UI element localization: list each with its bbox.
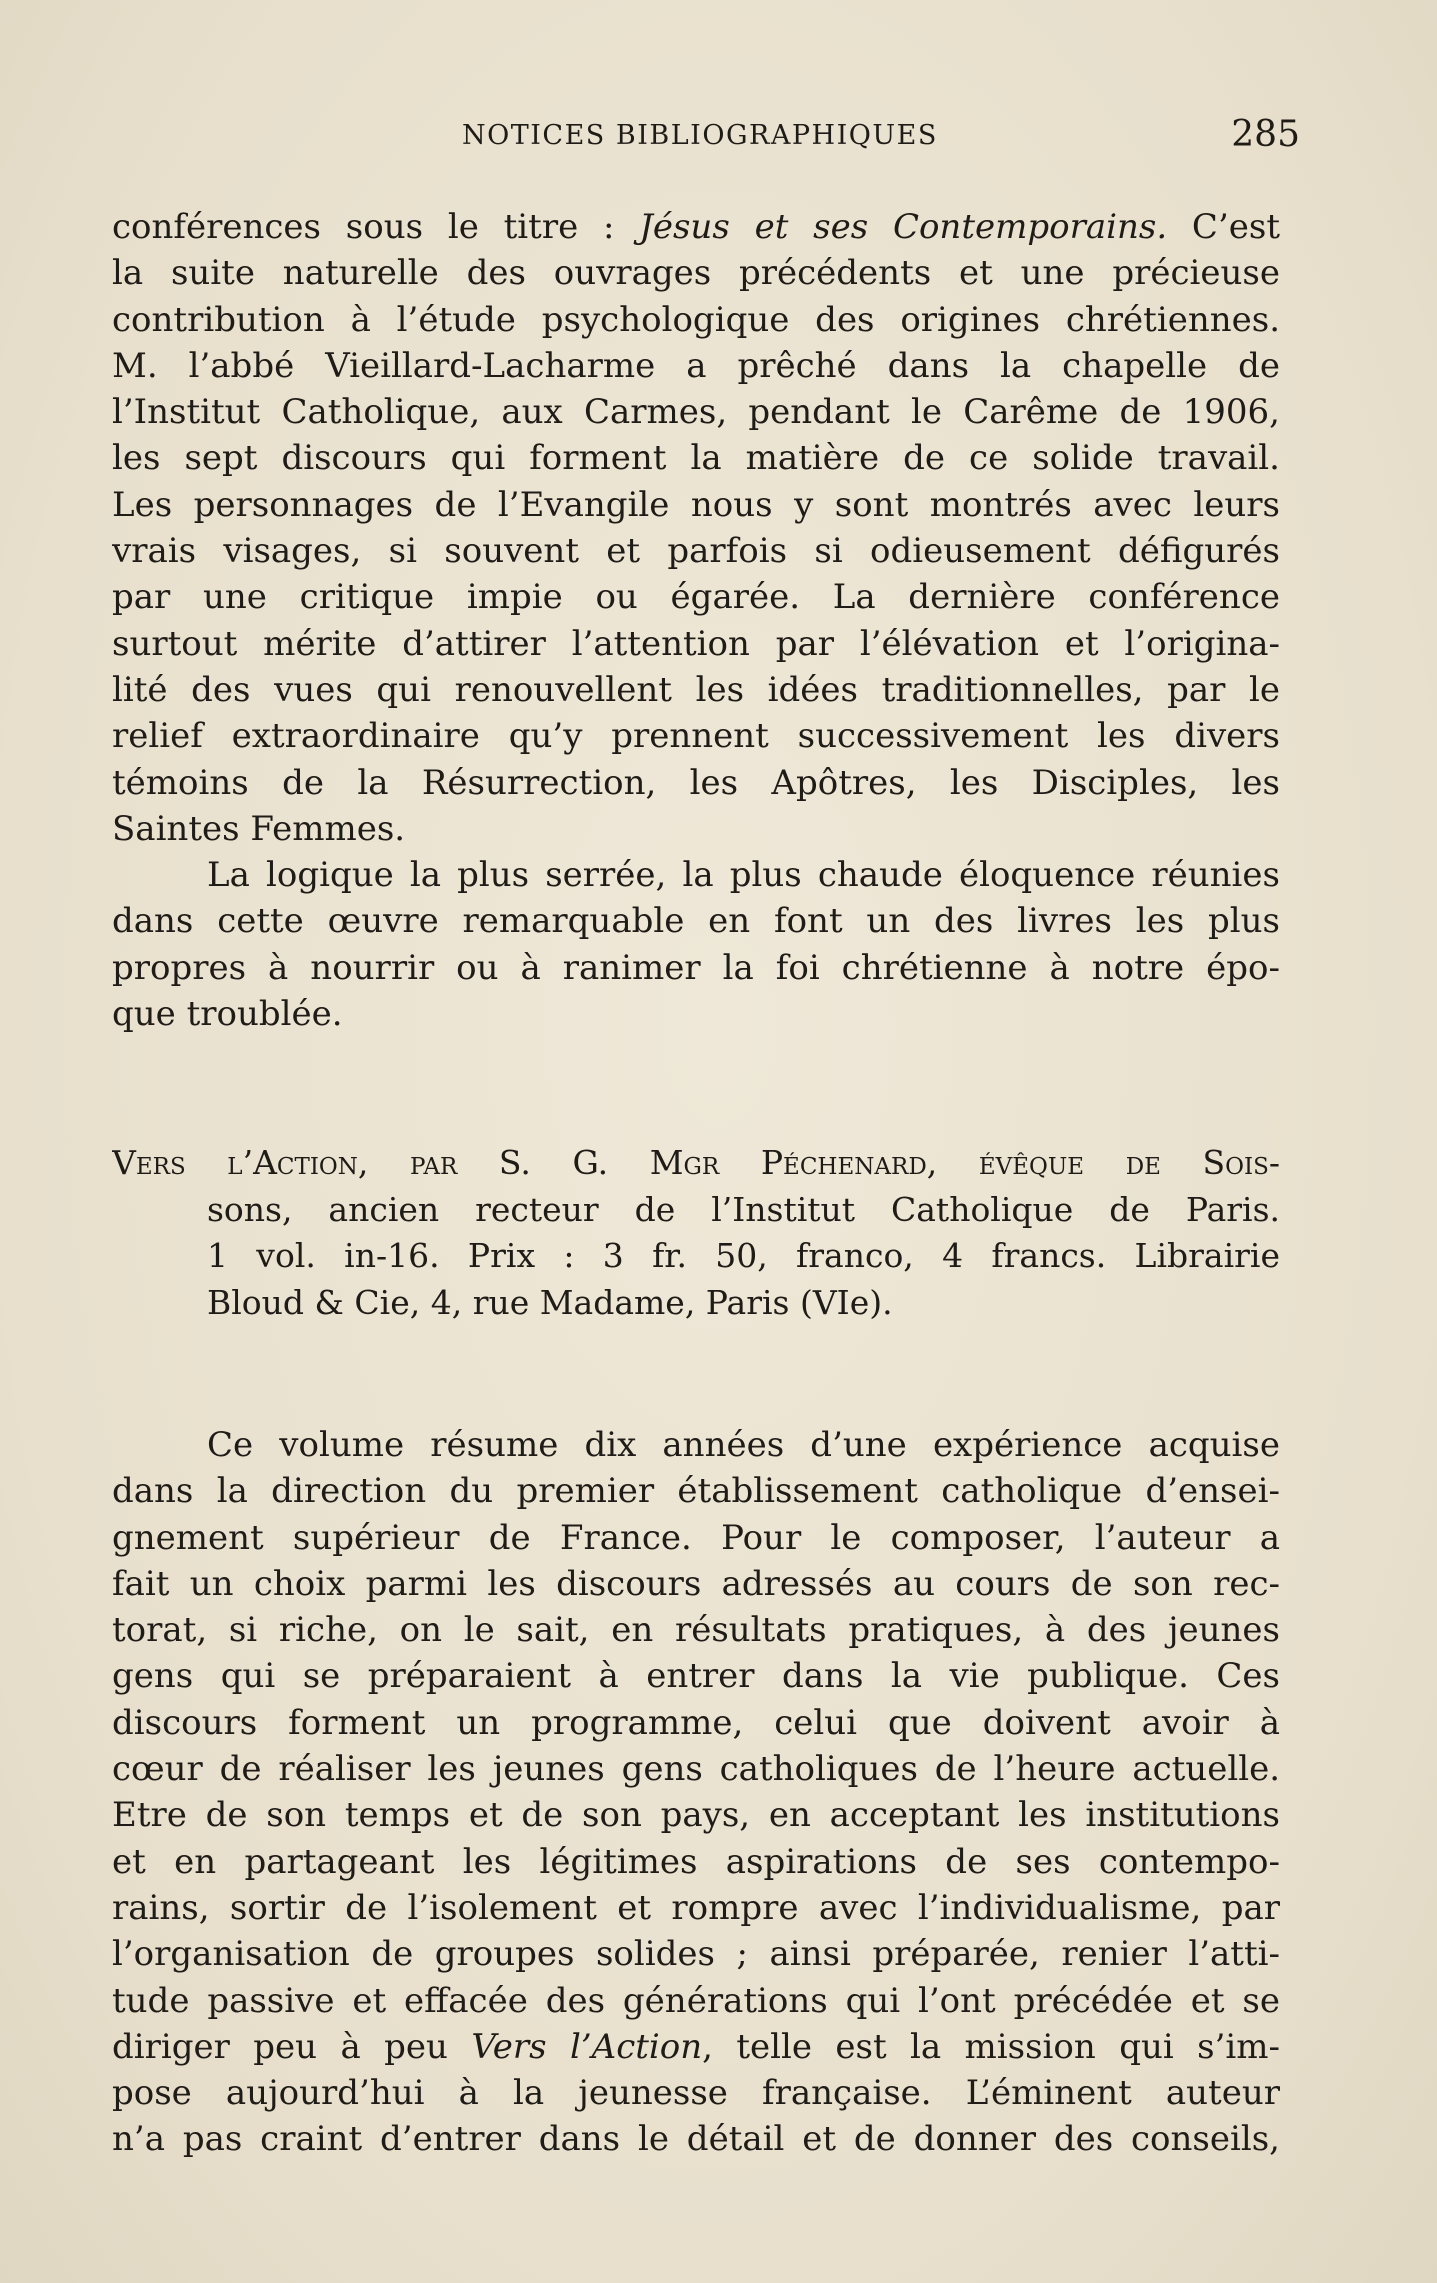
text-line: dans la direction du premier établissement catholique d’ensei- — [112, 1471, 1280, 1512]
text-line: Ce volume résume dix années d’une expérience acquise — [207, 1425, 1280, 1465]
text-line: lité des vues qui renouvellent les idées traditionnelles, par le — [112, 669, 1280, 710]
text-line: l’organisation de groupes solides ; ainsi préparée, renier l’atti- — [112, 1934, 1280, 1975]
text-line: par une critique impie ou égarée. La dernière conférence — [112, 577, 1280, 618]
text-line: dans cette œuvre remarquable en font un des livres les plus — [112, 901, 1280, 942]
text-line: torat, si riche, on le sait, en résultats pratiques, à des jeunes — [112, 1610, 1280, 1651]
text-line: surtout mérite d’attirer l’attention par l’élévation et l’origina- — [112, 623, 1280, 664]
text-line: l’Institut Catholique, aux Carmes, pendant le Carême de 1906, — [112, 392, 1280, 433]
bib-line: Bloud & Cie, 4, rue Madame, Paris (VIe). — [207, 1282, 893, 1322]
book-title-italic: Vers l’Action — [471, 2026, 703, 2067]
text-line: que troublée. — [112, 994, 343, 1035]
text-line: tude passive et effacée des générations qui l’ont précédée et se — [112, 1980, 1280, 2021]
text-line: propres à nourrir ou à ranimer la foi chrétienne à notre épo- — [112, 947, 1280, 988]
text-line: n’a pas craint d’entrer dans le détail et de donner des conseils, — [112, 2119, 1280, 2160]
text-line — [112, 204, 1280, 250]
book-title-italic: Jésus et ses Contemporains. — [639, 207, 1168, 247]
text-line: vrais visages, si souvent et parfois si odieusement défigurés — [112, 531, 1280, 572]
text-line: contribution à l’étude psychologique des origines chrétiennes. — [112, 299, 1280, 340]
review-paragraph-continued — [112, 204, 1280, 1037]
text-line: Saintes Femmes. — [112, 808, 406, 849]
line-start: conférences sous le titre : — [112, 207, 640, 247]
text-line: les sept discours qui forment la matière de ce solide travail. — [112, 438, 1280, 479]
text-line: gens qui se préparaient à entrer dans la vie publique. Ces — [112, 1656, 1280, 1697]
text-line — [112, 2024, 1280, 2070]
page-header — [110, 114, 1300, 160]
bib-line: sons, ancien recteur de l’Institut Catholique de Paris. — [207, 1189, 1280, 1229]
page-number: 285 — [1231, 114, 1300, 155]
line-start: diriger peu à peu — [112, 2026, 472, 2067]
text-line: pose aujourd’hui à la jeunesse française. L’éminent auteur — [112, 2073, 1280, 2114]
text-line: et en partageant les légitimes aspirations de ses contempo- — [112, 1841, 1280, 1882]
line-end: C’est — [1167, 207, 1280, 247]
text-line: Etre de son temps et de son pays, en acceptant les institutions — [112, 1795, 1280, 1836]
text-line: rains, sortir de l’isolement et rompre avec l’individualisme, par — [112, 1887, 1280, 1928]
text-line: la suite naturelle des ouvrages précédents et une précieuse — [112, 253, 1280, 294]
review-paragraph — [112, 1422, 1280, 2163]
text-line: M. l’abbé Vieillard-Lacharme a prêché dans la chapelle de — [112, 345, 1280, 386]
text-line: fait un choix parmi les discours adressés au cours de son rec- — [112, 1563, 1280, 1604]
running-head: NOTICES BIBLIOGRAPHIQUES — [462, 120, 938, 151]
text-line: témoins de la Résurrection, les Apôtres, les Disciples, les — [112, 762, 1280, 803]
text-line: discours forment un programme, celui que doivent avoir à — [112, 1702, 1280, 1743]
text-line: relief extraordinaire qu’y prennent successivement les divers — [112, 716, 1280, 757]
bib-line: 1 vol. in-16. Prix : 3 fr. 50, franco, 4 francs. Librairie — [207, 1236, 1280, 1275]
text-line: cœur de réaliser les jeunes gens catholiques de l’heure actuelle. — [112, 1749, 1280, 1790]
text-line: Les personnages de l’Evangile nous y sont montrés avec leurs — [112, 484, 1280, 525]
line-end: , telle est la mission qui s’im- — [702, 2026, 1280, 2067]
text-line: La logique la plus serrée, la plus chaude éloquence réunies — [207, 855, 1280, 896]
text-line: gnement supérieur de France. Pour le composer, l’auteur a — [112, 1517, 1280, 1558]
bib-line: Vers l’Action, par S. G. Mgr Péchenard, évêque de Sois- — [112, 1143, 1280, 1182]
bibliographic-entry — [112, 1140, 1280, 1326]
